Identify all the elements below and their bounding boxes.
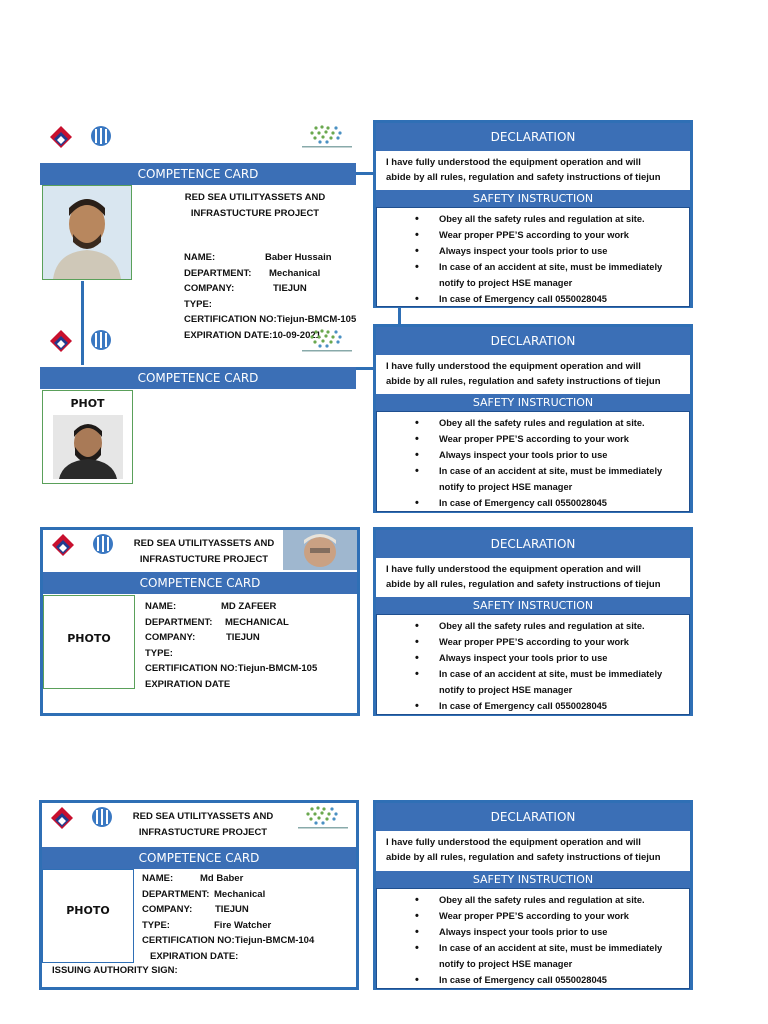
tiejun-logo-icon [85, 805, 119, 839]
safety-item: • In case of Emergency call 0550028045 [381, 698, 685, 714]
photo-label: PHOTO [66, 904, 110, 917]
field-department: DEPARTMENT: MECHANICAL [145, 616, 289, 628]
field-company: COMPANY: TIEJUN [145, 632, 260, 643]
card4-project-title: RED SEA UTILITYASSETS AND INFRASTUCTURE PROJECT [132, 811, 274, 838]
field-certification: CERTIFICATION NO:Tiejun-BMCM-104 [142, 935, 315, 946]
safety-item: • Wear proper PPE’S according to your work [381, 227, 685, 243]
safety-item: • Obey all the safety rules and regulation at site. [381, 892, 685, 908]
safety-item: • Always inspect your tools prior to use [381, 924, 685, 940]
card3-front [40, 527, 360, 716]
safety-item: • In case of Emergency call 0550028045 [381, 291, 685, 307]
tiejun-logo-icon [84, 124, 118, 158]
card4-header-logos [45, 805, 125, 839]
card4-issuing-authority: ISSUING AUTHORITY SIGN: [52, 965, 178, 976]
field-company: COMPANY: TIEJUN [142, 904, 249, 915]
marafiq-logo-icon [296, 328, 358, 364]
card4-back [373, 800, 693, 990]
person-photo-icon [53, 415, 123, 479]
card2-header-logos [44, 328, 364, 362]
field-department: DEPARTMENT: Mechanical [184, 267, 321, 279]
card1-photo [42, 185, 132, 280]
safety-instruction-list [376, 888, 690, 989]
declaration-title: DECLARATION [376, 327, 690, 355]
field-expiration: EXPIRATION DATE: [150, 950, 239, 962]
project-title-line1: RED SEA UTILITYASSETS AND [184, 192, 326, 203]
field-expiration: EXPIRATION DATE [145, 678, 231, 690]
safety-item: • Obey all the safety rules and regulation at site. [381, 415, 685, 431]
safety-item: • Wear proper PPE’S according to your work [381, 431, 685, 447]
powerchina-logo-icon [46, 532, 80, 566]
powerchina-logo-icon [45, 805, 79, 839]
safety-item-continued: notify to project HSE manager [439, 685, 573, 695]
person-photo-icon [43, 186, 131, 279]
card3-fields [145, 599, 355, 692]
field-name: NAME: Md Baber [142, 873, 244, 884]
card3-back [373, 527, 693, 716]
safety-instruction-title: SAFETY INSTRUCTION [376, 871, 690, 889]
card3-header-logos [46, 532, 126, 566]
declaration-text: I have fully understood the equipment operation and will abide by all rules, regulation and safety instructions of tiejun [386, 837, 661, 863]
card4-fields [142, 871, 357, 964]
declaration-text: I have fully understood the equipment operation and will abide by all rules, regulation and safety instructions of tiejun [386, 361, 661, 387]
card4-photo-box [42, 869, 134, 963]
card1-header-logos [44, 124, 364, 158]
safety-item: • In case of Emergency call 0550028045 [381, 972, 685, 988]
card1-competence-bar: COMPETENCE CARD [40, 163, 356, 185]
card1-back [373, 120, 693, 308]
field-type: TYPE: [184, 298, 212, 310]
card2-photo-box [42, 390, 133, 484]
safety-item: • In case of an accident at site, must be immediately [381, 940, 685, 956]
safety-item: • Always inspect your tools prior to use [381, 650, 685, 666]
marafiq-logo-icon [296, 124, 358, 160]
powerchina-logo-icon [44, 124, 78, 158]
declaration-text: I have fully understood the equipment operation and will abide by all rules, regulation and safety instructions of tiejun [386, 157, 661, 183]
field-name: NAME: MD ZAFEER [145, 601, 277, 612]
safety-item: • In case of an accident at site, must be immediately [381, 259, 685, 275]
safety-instruction-list [376, 411, 690, 512]
person-photo-icon [283, 530, 357, 570]
card1-project-title [160, 190, 350, 222]
declaration-title: DECLARATION [376, 803, 690, 831]
tiejun-logo-icon [86, 532, 120, 566]
card2-competence-bar: COMPETENCE CARD [40, 367, 356, 389]
field-company: COMPANY: TIEJUN [184, 283, 307, 294]
safety-instruction-title: SAFETY INSTRUCTION [376, 597, 690, 615]
card3-competence-bar: COMPETENCE CARD [43, 572, 357, 594]
card2-back [373, 324, 693, 513]
safety-instruction-title: SAFETY INSTRUCTION [376, 394, 690, 412]
safety-item: • Obey all the safety rules and regulation at site. [381, 211, 685, 227]
safety-item: • Always inspect your tools prior to use [381, 243, 685, 259]
safety-item: • Always inspect your tools prior to use [381, 447, 685, 463]
safety-item-continued: notify to project HSE manager [439, 278, 573, 288]
safety-item-continued: notify to project HSE manager [439, 482, 573, 492]
field-type: TYPE: Fire Watcher [142, 919, 272, 931]
safety-item: • Wear proper PPE’S according to your work [381, 908, 685, 924]
safety-instruction-list [376, 614, 690, 715]
safety-item: • Wear proper PPE’S according to your work [381, 634, 685, 650]
safety-instruction-list [376, 207, 690, 307]
marafiq-logo-icon [292, 805, 354, 841]
declaration-title: DECLARATION [376, 123, 690, 151]
safety-item: • In case of an accident at site, must be immediately [381, 463, 685, 479]
project-title-line2: INFRASTUCTURE PROJECT [190, 208, 320, 219]
card4-front [39, 800, 359, 990]
powerchina-logo-icon [44, 328, 78, 362]
photo-label: PHOT [70, 397, 105, 410]
card3-project-title: RED SEA UTILITYASSETS AND INFRASTUCTURE PROJECT [133, 538, 275, 565]
card4-competence-bar: COMPETENCE CARD [42, 847, 356, 869]
tiejun-logo-icon [84, 328, 118, 362]
card3-photo-box [43, 595, 135, 689]
field-name: NAME: Baber Hussain [184, 252, 332, 263]
declaration-title: DECLARATION [376, 530, 690, 558]
field-expiration: EXPIRATION DATE:10-09-2021 [184, 329, 321, 341]
safety-item: • In case of Emergency call 0550028045 [381, 495, 685, 511]
field-type: TYPE: [145, 647, 173, 659]
declaration-text: I have fully understood the equipment operation and will abide by all rules, regulation and safety instructions of tiejun [386, 564, 661, 590]
field-certification: CERTIFICATION NO:Tiejun-BMCM-105 [184, 314, 357, 325]
photo-label: PHOTO [67, 632, 111, 645]
safety-instruction-title: SAFETY INSTRUCTION [376, 190, 690, 208]
safety-item: • Obey all the safety rules and regulation at site. [381, 618, 685, 634]
field-certification: CERTIFICATION NO:Tiejun-BMCM-105 [145, 663, 318, 674]
safety-item: • In case of an accident at site, must be immediately [381, 666, 685, 682]
safety-item-continued: notify to project HSE manager [439, 959, 573, 969]
field-department: DEPARTMENT: Mechanical [142, 888, 266, 900]
